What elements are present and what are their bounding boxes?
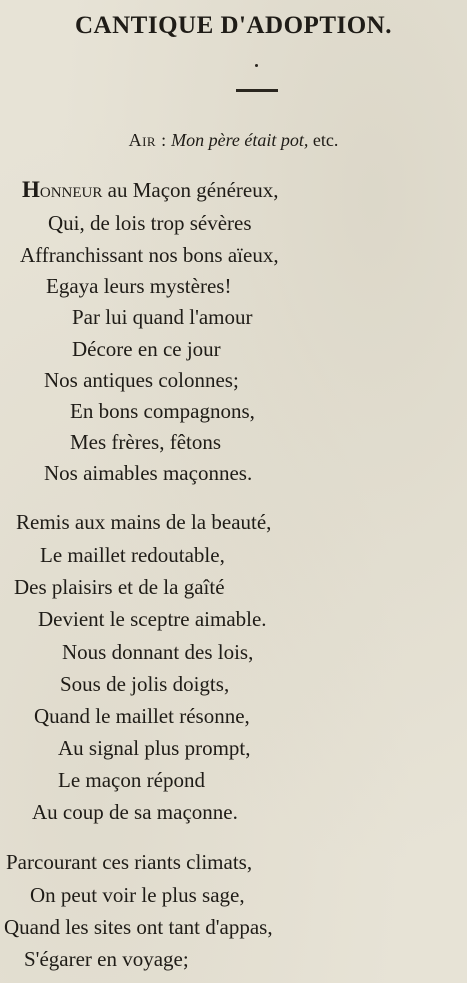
air-tune: Mon père était pot, <box>171 130 309 150</box>
ornament-dot <box>255 64 258 67</box>
verse-line: Devient le sceptre aimable. <box>38 607 267 631</box>
verse-line: S'égarer en voyage; <box>24 947 189 971</box>
air-etc: etc. <box>312 130 339 150</box>
verse-line: Quand le maillet résonne, <box>34 704 250 728</box>
title-rule <box>236 89 278 92</box>
verse-line: Affranchissant nos bons aïeux, <box>20 243 279 267</box>
drop-cap: H <box>22 177 40 202</box>
verse-line: Sous de jolis doigts, <box>60 672 230 696</box>
verse-line-rest: au Maçon généreux, <box>102 178 279 202</box>
verse-line: Nous donnant des lois, <box>62 640 254 664</box>
verse-line: Au signal plus prompt, <box>58 736 251 760</box>
air-label: Air : <box>128 130 167 150</box>
verse-line: Au coup de sa maçonne. <box>32 800 238 824</box>
verse-smallcaps: onneur <box>39 178 103 202</box>
air-line <box>0 130 467 151</box>
verse-line: Egaya leurs mystères! <box>46 274 232 298</box>
verse-line: Nos antiques colonnes; <box>44 368 239 392</box>
verse-line: Nos aimables maçonnes. <box>44 461 253 485</box>
verse-line: Mes frères, fêtons <box>70 430 222 454</box>
verse-line: Des plaisirs et de la gaîté <box>14 575 225 599</box>
verse-line: Qui, de lois trop sévères <box>48 211 252 235</box>
verse-line: Le maçon répond <box>58 768 205 792</box>
verse-line: Par lui quand l'amour <box>72 305 253 329</box>
verse-line: Parcourant ces riants climats, <box>6 850 253 874</box>
verse-line: Décore en ce jour <box>72 337 221 361</box>
page-title: CANTIQUE D'ADOPTION. <box>75 12 392 39</box>
verse-line <box>22 178 278 202</box>
verse-line: Le maillet redoutable, <box>40 543 225 567</box>
verse-line: En bons compagnons, <box>70 399 255 423</box>
verse-line: Quand les sites ont tant d'appas, <box>4 915 273 939</box>
verse-line: On peut voir le plus sage, <box>30 883 245 907</box>
verse-line: Remis aux mains de la beauté, <box>16 510 272 534</box>
